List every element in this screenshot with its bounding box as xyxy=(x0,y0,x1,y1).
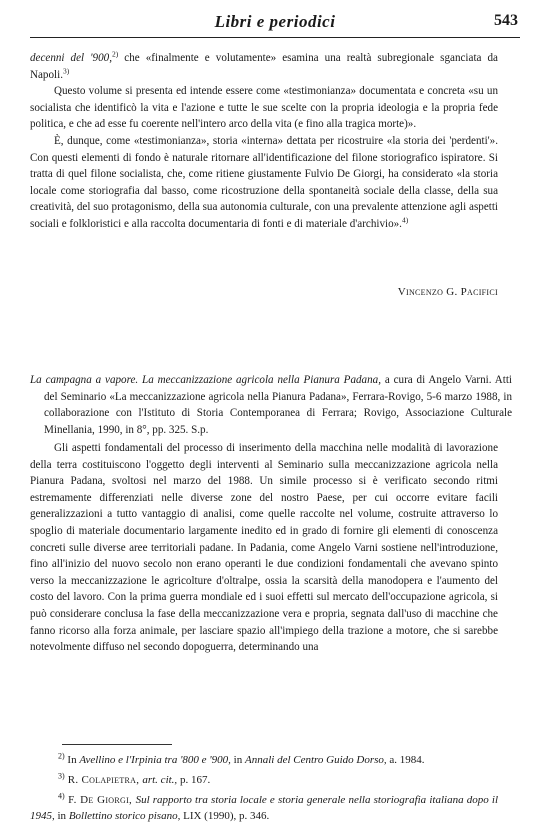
text-run: in xyxy=(230,754,245,766)
note-marker: 4) xyxy=(58,791,65,801)
footnote-3 xyxy=(30,772,498,788)
footnote-rule xyxy=(62,744,172,745)
text-run: art. cit., xyxy=(142,774,178,786)
text-run: decenni del '900, xyxy=(30,52,112,64)
footnote-2 xyxy=(30,752,498,768)
note-marker: 2) xyxy=(58,751,65,761)
text-run: in xyxy=(54,810,69,822)
text-run: p. 167. xyxy=(177,774,211,786)
text-run: a cura di Angelo Varni. Atti del Seminario «La meccanizzazione agricola nella Pianura Padana», Ferrara-Rovigo, 5-6 marzo 1988, in collaborazione con l'Istituto di Storia Contemporanea di Ferrara; Rovigo, Associazione Culturale Minellania, 1990, in 8°, pp. 325. S.p. xyxy=(44,374,513,436)
review-2-paragraph: Gli aspetti fondamentali del processo di inserimento della macchina nelle modalità di lavorazione della terra costituiscono l'oggetto degli interventi al Seminario sulla meccanizzazione agricola nella Pianura Padana, svoltosi nel marzo del 1988. Un simile processo si è verificato secondo ritmi estremamente differenziati nelle diverse zone del nostro Paese, per cui occorre evitare facili generalizzazioni a tutto vantaggio di analisi, come quelle raccolte nel volume, costruite attraverso lo spoglio di materiale documentario largamente inedito ed in grado di fornire gli elementi di conoscenza concreti sulle diverse aree territoriali padane. In Padania, come Angelo Varni sostiene nell'introduzione, fino all'inizio del nuovo secolo non erano operanti le due condizioni fondamentali che avevano spinto verso la meccanizzazione le agricolture d'oltralpe, ossia la scarsità della manodopera e l'aumento del costo del lavoro. Con la prima guerra mondiale ed i suoi effetti sul mercato dell'occupazione agricola, si può considerare conclusa la fase della meccanizzazione vera e propria, segnata dall'uso di macchine che fanno ricorso alla forza animale, per lasciare spazio all'impiego della trazione a motore, che si sarebbe notevolmente diffuso nel secondo dopoguerra, determinando una xyxy=(30,442,498,654)
text-run: La campagna a vapore. La meccanizzazione agricola nella Pianura Padana, xyxy=(30,374,381,386)
note-marker: 2) xyxy=(111,49,119,59)
note-marker: 3) xyxy=(58,771,65,781)
text-run: Avellino e l'Irpinia tra '800 e '900, xyxy=(79,754,231,766)
header-rule xyxy=(30,37,520,38)
review-1-body xyxy=(30,50,498,233)
running-header xyxy=(30,10,520,36)
text-run: Bollettino storico pisano, xyxy=(68,810,181,822)
review-2-body xyxy=(30,440,498,656)
text-run: È, dunque, come «testimonianza», storia «interna» dettata per ricostruire «la storia dei 'perdenti'». Con questi elementi di fondo è naturale ritornare all'identificazione del filone storiografico ispiratore. Si tratta di quel filone socialista, che, come ritiene giustamente Fulvio De Giorgi, ha considerato «la storia locale come storiografia dal basso, come ricostruzione della spontaneità sociale della classe, della sua creatività, del suo protagonismo, della sua autonomia culturale, con una prevalente attenzione agli aspetti sociali e folkloristici e alla raccolta documentaria di fonti e di materiale d'archivio». xyxy=(30,134,498,230)
review-1-paragraph-1: Questo volume si presenta ed intende essere come «testimonianza» documentata e concreta «su un socialista che identificò la vita e l'azione e tutte le sue scelte con la propria ideologia e la propria fede politica, e che ad esse fu coerente nell'intero arco della vita (e fino alla tragica morte)». xyxy=(30,85,498,131)
text-run: F. De Giorgi, xyxy=(64,794,136,806)
text-run: LIX (1990), p. 346. xyxy=(180,810,270,822)
review-1-paragraph-0 xyxy=(30,50,498,83)
text-run: Sul rapporto tra storia locale e storia generale nella storiografia italiana dopo il 1945, xyxy=(30,794,499,822)
footnotes xyxy=(30,752,498,824)
review-2-book-reference xyxy=(30,372,512,438)
text-run: R. Colapietra, xyxy=(64,774,143,786)
note-marker: 4) xyxy=(401,215,409,225)
footnote-4 xyxy=(30,792,498,824)
review-1-paragraph-2 xyxy=(30,133,498,233)
running-title: Libri e periodici xyxy=(214,12,336,31)
text-run: che «finalmente e volutamente» esamina una realtà subregionale sganciata da Napoli. xyxy=(30,52,498,81)
text-run: In xyxy=(64,754,80,766)
text-run: Annali del Centro Guido Dorso, xyxy=(244,754,387,766)
note-marker: 3) xyxy=(62,65,70,75)
review-1-signature: Vincenzo G. Pacifici xyxy=(397,286,498,298)
text-run: a. 1984. xyxy=(386,754,425,766)
page-number: 543 xyxy=(494,12,518,29)
